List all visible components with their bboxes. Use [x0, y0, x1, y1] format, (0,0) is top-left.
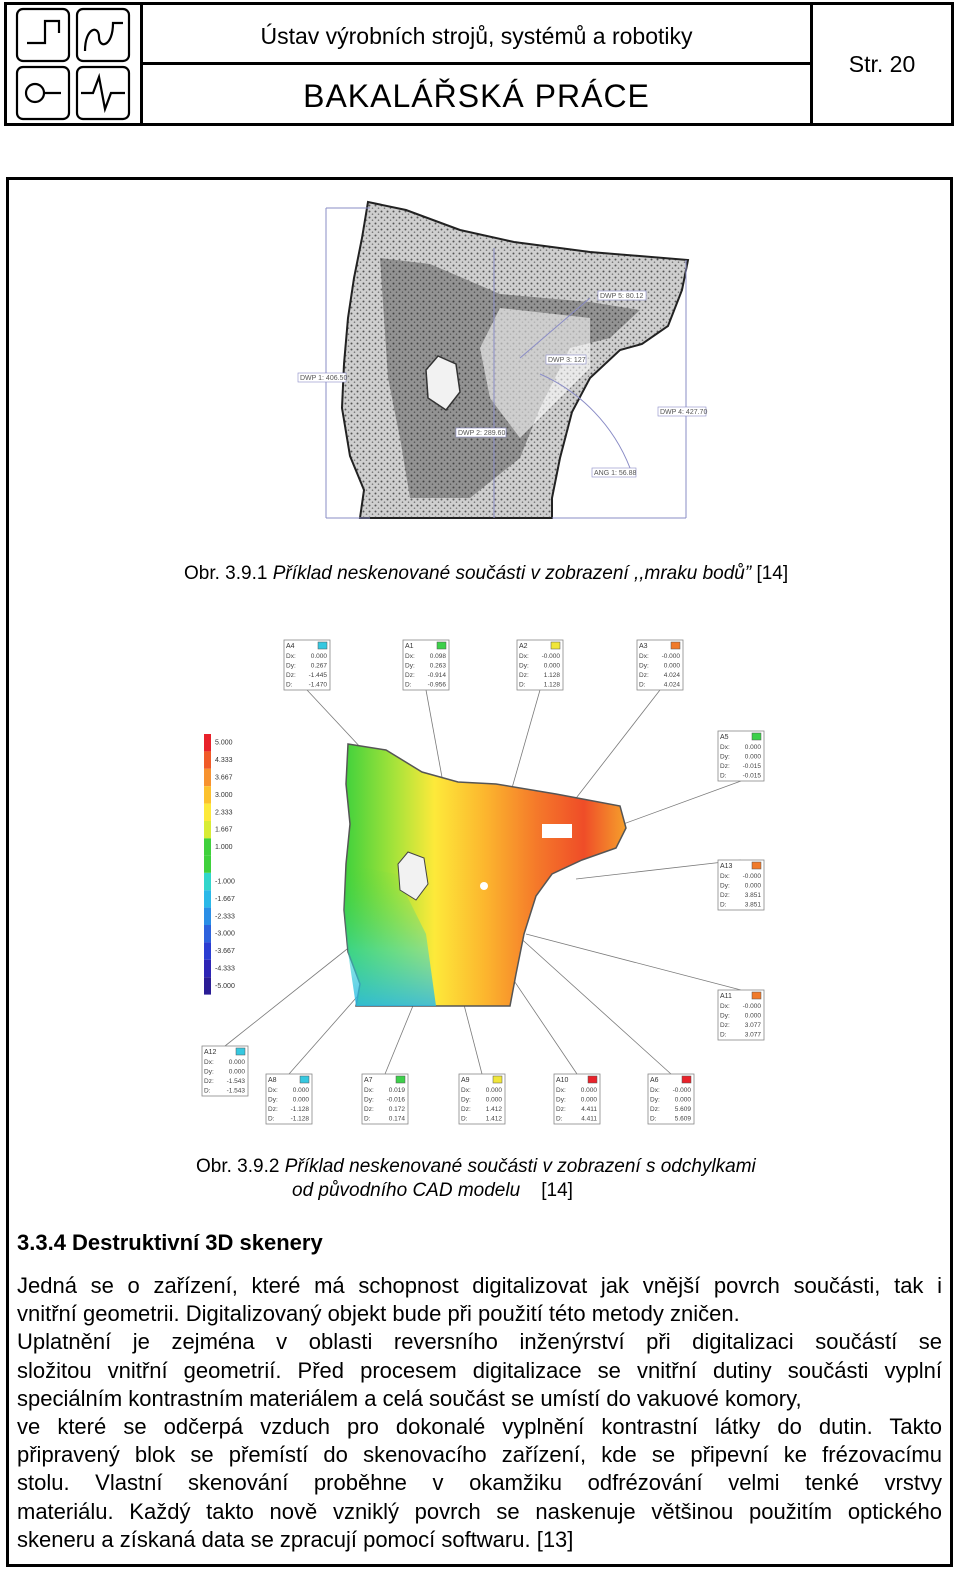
callout-row-value: 0.098 — [429, 653, 446, 660]
callout-box — [648, 1074, 694, 1124]
body-line-3: Uplatnění je zejména v oblasti reversního inženýrství při digitalizaci součástí se — [17, 1329, 942, 1355]
callout-row-value: 4.024 — [663, 672, 680, 679]
callout-row-value: -1.543 — [226, 1087, 245, 1095]
callout-row-label: Dx: — [650, 1087, 660, 1094]
callout-row-value: -1.445 — [308, 672, 327, 679]
figure2-caption-text-2: od původního CAD modelu — [292, 1180, 521, 1201]
callout-box — [362, 1074, 408, 1124]
dim-label-5: DWP 4: 427.70 — [660, 409, 708, 416]
callout-row-value: 0.000 — [292, 1087, 309, 1094]
callout-row-value: 1.412 — [485, 1106, 502, 1113]
section-heading: 3.3.4 Destruktivní 3D skenery — [17, 1230, 323, 1255]
figure2-caption-text: Příklad neskenované součásti v zobrazení s odchylkami — [284, 1156, 756, 1177]
dim-label-3: DWP 3: 127 — [548, 357, 586, 364]
callout-row-value: 0.000 — [744, 744, 761, 751]
callout-row-label: Dx: — [268, 1087, 278, 1094]
callout-row-label: Dy: — [720, 882, 730, 890]
callout-row-label: Dx: — [519, 653, 529, 660]
body-line-10: skeneru a získaná data se zpracují pomocí softwaru. [13] — [17, 1526, 574, 1552]
callout-row-value: 0.000 — [580, 1087, 597, 1094]
body-line-9: materiálu. Každý takto nově vzniklý povrch se naskenuje většinou použitím optického — [17, 1498, 942, 1524]
work-type: BAKALÁŘSKÁ PRÁCE — [303, 78, 650, 114]
scale-swatch — [204, 751, 211, 768]
institute-logo — [7, 5, 143, 123]
callout-box — [637, 640, 683, 690]
callout-color-swatch — [752, 733, 761, 740]
callout-row-value: -0.015 — [742, 763, 761, 770]
callout-row-value: 0.000 — [744, 882, 761, 890]
callout-row-value: 4.411 — [581, 1115, 597, 1123]
callout-row-label: Dy: — [519, 662, 529, 670]
callout-row-label: D: — [364, 1115, 371, 1123]
callout-row-value: 3.851 — [744, 901, 761, 909]
callout-color-swatch — [236, 1048, 245, 1055]
callout-box — [459, 1074, 505, 1124]
figure1-caption-text: Příklad neskenované součásti v zobrazení ,,mraku bodů” — [272, 563, 752, 584]
callout-row-label: Dx: — [720, 873, 730, 880]
callout-row-value: 0.263 — [429, 662, 446, 670]
callout-color-swatch — [493, 1076, 502, 1083]
callout-row-label: Dy: — [286, 662, 296, 670]
callout-row-value: 0.000 — [580, 1096, 597, 1104]
callout-row-value: -1.128 — [290, 1106, 309, 1113]
callout-id: A1 — [405, 643, 414, 650]
figure2-caption-prefix: Obr. 3.9.2 — [196, 1156, 285, 1177]
callout-row-value: -1.470 — [308, 681, 327, 689]
callout-id: A13 — [720, 863, 733, 870]
scale-label: -3.000 — [215, 930, 235, 938]
callout-row-value: -0.015 — [742, 772, 761, 780]
callout-row-value: -0.000 — [541, 653, 560, 660]
scale-swatch — [204, 942, 211, 959]
callout-row-value: 3.851 — [744, 892, 761, 899]
callout-row-label: Dx: — [720, 744, 730, 751]
page-header — [4, 2, 954, 126]
callout-row-label: Dx: — [364, 1087, 374, 1094]
figure2-caption-ref: [14] — [520, 1180, 573, 1201]
callout-row-label: Dy: — [650, 1096, 660, 1104]
callout-row-label: Dx: — [286, 653, 296, 660]
callout-row-value: -0.956 — [427, 681, 446, 689]
callout-row-label: Dy: — [639, 662, 649, 670]
leader-line — [225, 934, 366, 1046]
callout-row-value: 3.077 — [744, 1031, 761, 1039]
callout-row-label: Dz: — [268, 1106, 278, 1113]
callout-row-value: -1.128 — [290, 1115, 309, 1123]
scale-label: 4.333 — [215, 757, 233, 765]
callout-row-label: Dx: — [720, 1003, 730, 1010]
scale-label: 1.667 — [215, 826, 233, 834]
callout-row-label: D: — [405, 681, 412, 689]
callout-id: A2 — [519, 643, 528, 650]
callout-row-value: 0.000 — [674, 1096, 691, 1104]
callout-row-value: 4.024 — [663, 681, 680, 689]
callout-id: A10 — [556, 1077, 569, 1084]
callout-row-value: -1.543 — [226, 1078, 245, 1085]
dim-label-2: DWP 5: 80.12 — [600, 293, 644, 300]
callout-id: A6 — [650, 1077, 659, 1084]
callout-row-value: 0.000 — [744, 753, 761, 761]
scale-label: 3.000 — [215, 791, 233, 799]
scale-label: 3.667 — [215, 774, 233, 782]
scale-swatch — [204, 960, 211, 977]
figure1-caption-ref: [14] — [751, 563, 789, 584]
callout-box — [403, 640, 449, 690]
body-line-6: ve které se odčerpá vzduch pro dokonalé vyplnění kontrastní látky do dutin. Takto — [17, 1414, 942, 1440]
callout-box — [718, 731, 764, 781]
callout-box — [517, 640, 563, 690]
scale-label: -1.000 — [215, 878, 235, 886]
callout-row-label: Dz: — [720, 892, 730, 899]
callout-row-value: 0.000 — [292, 1096, 309, 1104]
callout-row-label: D: — [639, 681, 646, 689]
scale-swatch — [204, 838, 211, 855]
dim-label-6: ANG 1: 56.88 — [594, 470, 637, 477]
callout-row-value: -0.914 — [427, 672, 446, 679]
body-line-7: připravený blok se přemístí do skenovacího zařízení, kde se připevní ke frézovacímu — [17, 1442, 942, 1468]
section-body — [17, 1272, 942, 1554]
callout-row-label: Dx: — [405, 653, 415, 660]
callout-color-swatch — [588, 1076, 597, 1083]
scale-swatch — [204, 925, 211, 942]
callout-row-value: 5.609 — [674, 1106, 691, 1113]
callout-box — [202, 1046, 248, 1096]
body-line-2: vnitřní geometrii. Digitalizovaný objekt bude při použití této metody zničen. — [17, 1301, 740, 1327]
leader-line — [526, 934, 741, 990]
callout-color-swatch — [682, 1076, 691, 1083]
callout-row-value: -0.000 — [742, 873, 761, 880]
callout-row-value: -0.016 — [386, 1096, 405, 1104]
callout-id: A5 — [720, 734, 729, 741]
callout-id: A3 — [639, 643, 648, 650]
callout-row-label: Dz: — [556, 1106, 566, 1113]
scale-swatch — [204, 786, 211, 803]
callout-row-label: Dz: — [650, 1106, 660, 1113]
callout-color-swatch — [437, 642, 446, 649]
scale-label: -3.667 — [215, 948, 235, 956]
scale-label: -5.000 — [215, 982, 235, 990]
callout-row-label: Dy: — [556, 1096, 566, 1104]
callout-id: A7 — [364, 1077, 373, 1084]
callout-row-label: Dz: — [286, 672, 296, 679]
callout-row-label: Dx: — [639, 653, 649, 660]
body-line-5: speciálním kontrastním materiálem a celá součást se umístí do vakuové komory, — [17, 1385, 802, 1411]
callout-box — [266, 1074, 312, 1124]
figure1-caption-prefix: Obr. 3.9.1 — [184, 563, 273, 584]
callout-row-value: 0.267 — [310, 662, 327, 670]
scale-swatch — [204, 873, 211, 890]
callout-row-label: D: — [720, 1031, 727, 1039]
scale-label: 2.333 — [215, 809, 233, 817]
figure2-caption-line1 — [196, 1156, 756, 1178]
callout-id: A4 — [286, 643, 295, 650]
dim-label-1: DWP 1: 406.50 — [300, 375, 348, 382]
callout-row-value: 0.000 — [310, 653, 327, 660]
callout-row-label: Dz: — [405, 672, 415, 679]
callout-row-label: Dy: — [720, 1012, 730, 1020]
scale-swatch — [204, 734, 211, 751]
leader-line — [516, 934, 671, 1074]
callout-row-value: 1.128 — [543, 672, 560, 679]
callout-row-value: 0.174 — [388, 1115, 405, 1123]
callout-row-label: Dx: — [461, 1087, 471, 1094]
scale-label: -4.333 — [215, 965, 235, 973]
scale-swatch — [204, 821, 211, 838]
callout-row-value: 0.172 — [388, 1106, 405, 1113]
scale-label: 1.000 — [215, 844, 233, 852]
callout-color-swatch — [551, 642, 560, 649]
callout-row-value: 0.000 — [543, 662, 560, 670]
callout-color-swatch — [318, 642, 327, 649]
callout-row-label: D: — [286, 681, 293, 689]
callout-row-label: Dz: — [639, 672, 649, 679]
scale-swatch — [204, 804, 211, 821]
callout-box — [554, 1074, 600, 1124]
scale-swatch — [204, 977, 211, 994]
page-number: Str. 20 — [848, 51, 916, 77]
callout-box — [718, 860, 764, 910]
callout-row-value: 0.000 — [663, 662, 680, 670]
scale-swatch — [204, 769, 211, 786]
callout-color-swatch — [396, 1076, 405, 1083]
header-title-cell — [143, 5, 813, 123]
callout-box — [284, 640, 330, 690]
callout-row-label: Dz: — [519, 672, 529, 679]
callout-id: A12 — [204, 1049, 217, 1056]
callout-row-value: 3.077 — [744, 1022, 761, 1029]
callout-row-value: 1.128 — [543, 681, 560, 689]
scale-swatch — [204, 856, 211, 873]
callout-row-label: D: — [268, 1115, 275, 1123]
callout-row-label: Dz: — [461, 1106, 471, 1113]
callout-row-label: Dy: — [364, 1096, 374, 1104]
callout-row-label: Dy: — [720, 753, 730, 761]
scale-label: -1.667 — [215, 895, 235, 903]
callout-row-label: D: — [650, 1115, 657, 1123]
callout-row-value: 5.609 — [674, 1115, 691, 1123]
callout-row-label: D: — [204, 1087, 211, 1095]
callout-color-swatch — [300, 1076, 309, 1083]
body-line-4: složitou vnitřní geometrií. Před procesem digitalizace se vnitřní dutiny součásti vyplní — [17, 1357, 942, 1383]
callout-row-value: -0.000 — [661, 653, 680, 660]
callout-row-label: Dz: — [204, 1078, 214, 1085]
callout-box — [718, 990, 764, 1040]
callout-color-swatch — [752, 992, 761, 999]
callout-row-label: Dx: — [556, 1087, 566, 1094]
scale-swatch — [204, 908, 211, 925]
institute-name: Ústav výrobních strojů, systémů a robotiky — [143, 5, 810, 65]
callout-row-label: Dy: — [204, 1068, 214, 1076]
figure2-caption-line2 — [292, 1180, 573, 1202]
callout-row-value: 1.412 — [485, 1115, 502, 1123]
callout-color-swatch — [752, 862, 761, 869]
callout-row-label: Dx: — [204, 1059, 214, 1066]
callout-row-value: 0.000 — [485, 1087, 502, 1094]
callout-row-label: Dz: — [364, 1106, 374, 1113]
leader-line — [576, 860, 741, 879]
callout-row-label: Dy: — [405, 662, 415, 670]
callout-row-label: Dz: — [720, 1022, 730, 1029]
callout-row-value: 0.000 — [485, 1096, 502, 1104]
dim-label-4: DWP 2: 289.60 — [458, 430, 506, 437]
body-line-1: Jedná se o zařízení, které má schopnost digitalizovat jak vnější povrch součásti, tak i — [17, 1273, 942, 1298]
callout-row-label: D: — [461, 1115, 468, 1123]
callout-row-label: D: — [519, 681, 526, 689]
callout-row-label: Dz: — [720, 763, 730, 770]
callout-row-value: 0.000 — [228, 1068, 245, 1076]
callout-row-value: 0.000 — [744, 1012, 761, 1020]
callout-row-label: D: — [720, 772, 727, 780]
callout-row-value: -0.000 — [742, 1003, 761, 1010]
callout-row-label: D: — [720, 901, 727, 909]
callout-row-label: Dy: — [461, 1096, 471, 1104]
callout-row-value: 0.019 — [388, 1087, 405, 1094]
callout-row-value: 0.000 — [228, 1059, 245, 1066]
callout-row-label: Dy: — [268, 1096, 278, 1104]
institute-logo-icon — [15, 7, 135, 121]
point-cloud-figure — [290, 198, 720, 528]
callout-id: A11 — [720, 993, 732, 1000]
scale-label: 5.000 — [215, 739, 233, 747]
callout-id: A8 — [268, 1077, 277, 1084]
callout-row-label: D: — [556, 1115, 563, 1123]
scale-label: -2.333 — [215, 913, 235, 921]
figure1-caption — [184, 563, 788, 585]
callout-id: A9 — [461, 1077, 470, 1084]
scale-swatch — [204, 890, 211, 907]
callout-row-value: -0.000 — [672, 1087, 691, 1094]
callout-row-value: 4.411 — [581, 1106, 597, 1113]
callout-color-swatch — [671, 642, 680, 649]
body-line-8: stolu. Vlastní skenování proběhne v okamžiku odfrézování velmi tenké vrstvy — [17, 1470, 942, 1496]
deviation-map-figure — [196, 634, 776, 1134]
